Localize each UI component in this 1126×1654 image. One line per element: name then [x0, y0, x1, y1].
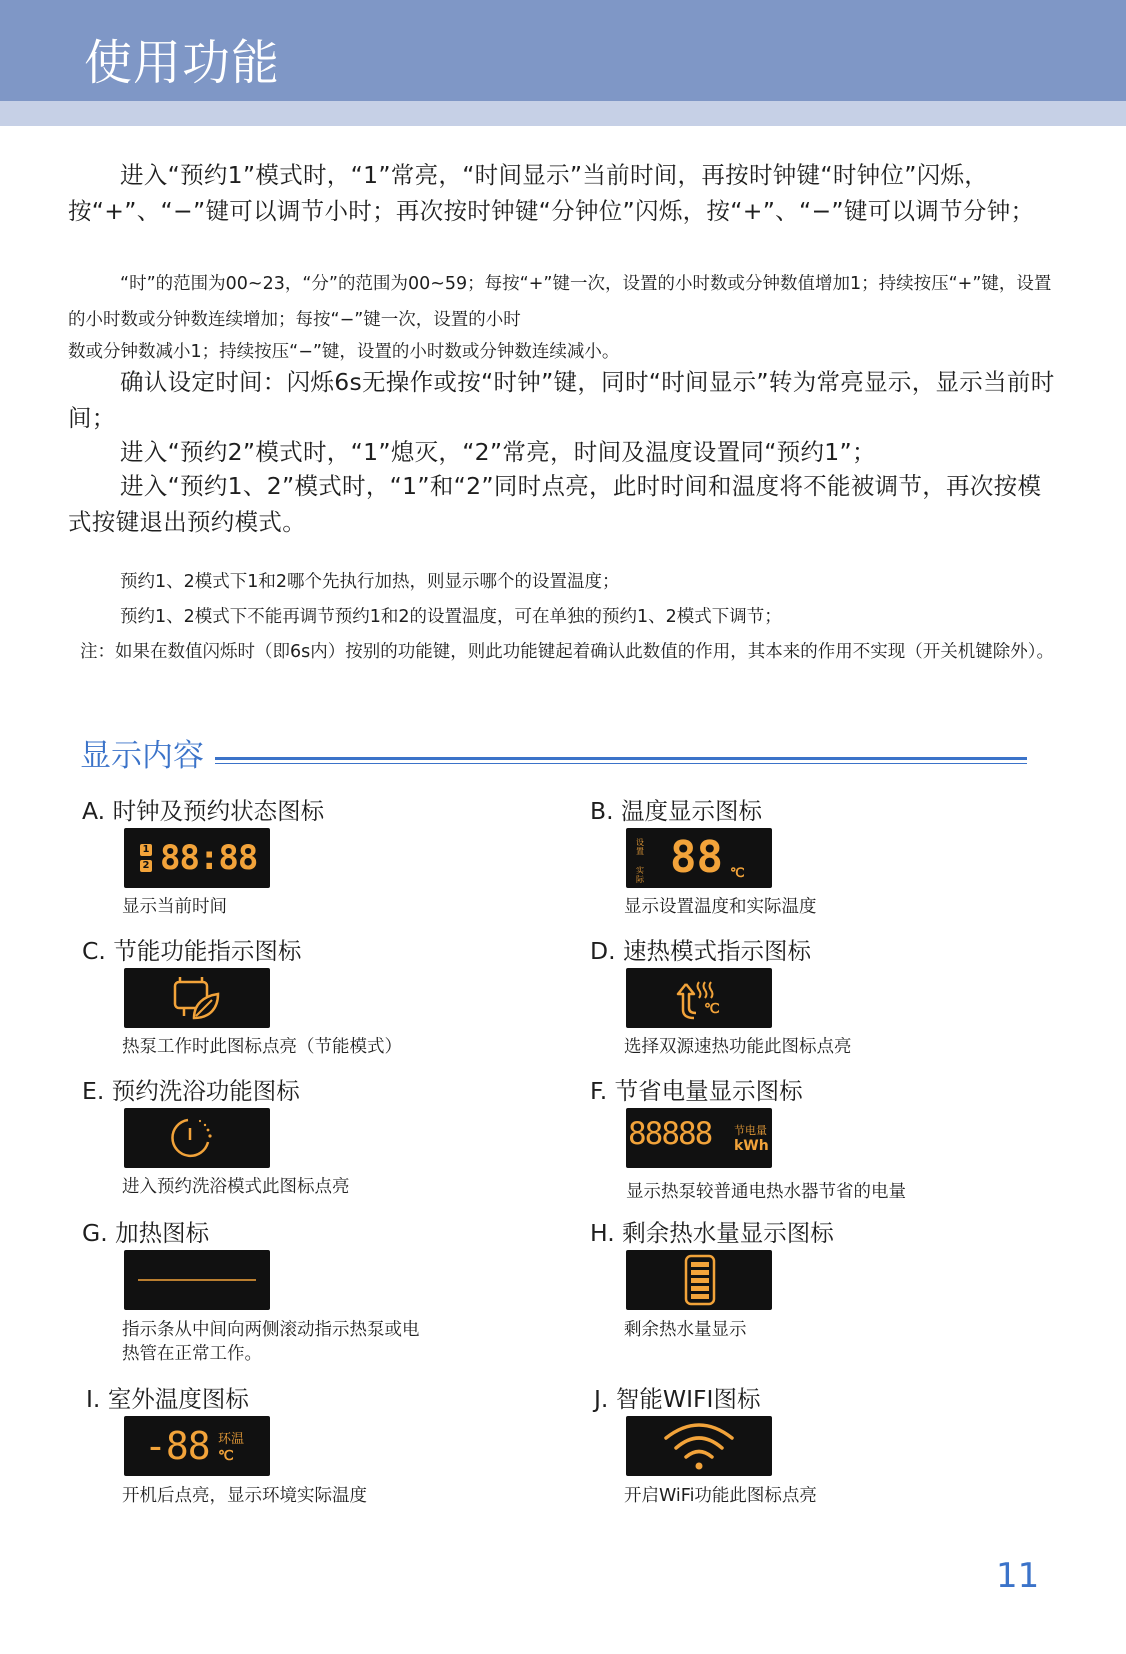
item-a-title: A. 时钟及预约状态图标: [82, 797, 325, 825]
celsius-unit: ℃: [218, 1448, 234, 1464]
item-b-title: B. 温度显示图标: [590, 797, 763, 825]
item-a-desc: 显示当前时间: [122, 897, 227, 917]
item-h-desc: 剩余热水量显示: [624, 1320, 747, 1340]
celsius-unit: ℃: [730, 866, 745, 881]
outdoor-temp-icon: [124, 1416, 270, 1476]
instruction-paragraph: 进入“预约2”模式时，“1”熄灭，“2”常亮，时间及温度设置同“预约1”；: [120, 438, 876, 466]
instruction-paragraph: 进入“预约1”模式时，“1”常亮，“时间显示”当前时间，再按时钟键“时钟位”闪烁，按“+”、“−”键可以调节小时；再次按时钟键“分钟位”闪烁，按“+”、“−”键可以调节分钟；: [68, 161, 1035, 225]
item-j-desc: 开启WiFi功能此图标点亮: [624, 1486, 817, 1506]
item-h-title: H. 剩余热水量显示图标: [590, 1219, 834, 1247]
item-d-title: D. 速热模式指示图标: [590, 937, 812, 965]
kwh-unit: kWh: [734, 1138, 769, 1154]
header-stripe: [0, 101, 1126, 126]
item-g-title: G. 加热图标: [82, 1219, 210, 1247]
ambient-temp-label: 环温: [218, 1432, 245, 1447]
fast-heat-icon: [626, 968, 772, 1028]
section-divider-thin: [215, 763, 1027, 764]
instruction-note: 数或分钟数减小1；持续按压“−”键，设置的小时数或分钟数连续减小。: [68, 342, 620, 362]
remaining-water-icon: [626, 1250, 772, 1310]
energy-digits: 88888: [628, 1116, 712, 1152]
clock-display-icon: [124, 828, 270, 888]
item-j-title: J. 智能WIFI图标: [594, 1385, 761, 1413]
celsius-unit: ℃: [704, 1001, 720, 1017]
energy-saved-label: 节电量: [734, 1124, 767, 1137]
instruction-footnote: 注：如果在数值闪烁时（即6s内）按别的功能键，则此功能键起着确认此数值的作用，其本来的作用不实现（开关机键除外）。: [80, 642, 1054, 662]
instruction-note: 预约1、2模式下不能再调节预约1和2的设置温度，可在单独的预约1、2模式下调节；: [120, 607, 782, 627]
instruction-paragraph: 确认设定时间：闪烁6s无操作或按“时钟”键，同时“时间显示”转为常亮显示，显示当前时间；: [68, 368, 1055, 432]
header-bar: [0, 0, 1126, 101]
page-number: 11: [996, 1556, 1040, 1596]
item-e-desc: 进入预约洗浴模式此图标点亮: [122, 1177, 350, 1197]
item-f-desc: 显示热泵较普通电热水器节省的电量: [626, 1182, 906, 1202]
wifi-display-icon: [626, 1416, 772, 1476]
reserved-bath-icon: [124, 1108, 270, 1168]
temperature-display-icon: [626, 828, 772, 888]
instruction-paragraph: 进入“预约1、2”模式时，“1”和“2”同时点亮，此时时间和温度将不能被调节，再次按模式按键退出预约模式。: [68, 472, 1042, 536]
item-i-desc: 开机后点亮，显示环境实际温度: [122, 1486, 367, 1506]
item-d-desc: 选择双源速热功能此图标点亮: [624, 1037, 852, 1057]
reservation-2-badge: 2: [140, 860, 152, 872]
wifi-icon: [626, 1416, 772, 1476]
heating-bar-icon: [124, 1250, 270, 1310]
item-f-title: F. 节省电量显示图标: [590, 1077, 803, 1105]
section-divider: [215, 757, 1027, 760]
energy-saving-icon: [124, 968, 270, 1028]
energy-saved-display-icon: [626, 1108, 772, 1168]
set-label: 设置: [636, 838, 644, 856]
item-b-desc: 显示设置温度和实际温度: [624, 897, 817, 917]
item-c-title: C. 节能功能指示图标: [82, 937, 302, 965]
heating-icon: [124, 1250, 270, 1310]
item-g-desc: 指示条从中间向两侧滚动指示热泵或电热管在正常工作。: [122, 1320, 420, 1364]
section-title: 显示内容: [80, 738, 204, 774]
outdoor-temp-digits: -88: [144, 1424, 210, 1468]
actual-label: 实际: [636, 866, 644, 884]
clock-digits: 88:88: [160, 838, 258, 878]
instruction-note: “时”的范围为00~23，“分”的范围为00~59；每按“+”键一次，设置的小时数或分钟数值增加1；持续按压“+”键，设置的小时数或分钟数连续增加；每按“−”键一次，设置的小时: [68, 274, 1052, 330]
item-e-title: E. 预约洗浴功能图标: [82, 1077, 300, 1105]
temperature-digits: 88: [670, 832, 723, 883]
reservation-1-badge: 1: [140, 844, 152, 856]
item-i-title: I. 室外温度图标: [86, 1385, 249, 1413]
leaf-tank-icon: [124, 968, 270, 1028]
fast-heat-arrow-icon: [626, 968, 772, 1028]
page-title: 使用功能: [84, 35, 281, 91]
timer-icon: [124, 1108, 270, 1168]
instruction-note: 预约1、2模式下1和2哪个先执行加热，则显示哪个的设置温度；: [120, 572, 620, 592]
water-level-icon: [626, 1250, 772, 1310]
item-c-desc: 热泵工作时此图标点亮（节能模式）: [122, 1037, 402, 1057]
